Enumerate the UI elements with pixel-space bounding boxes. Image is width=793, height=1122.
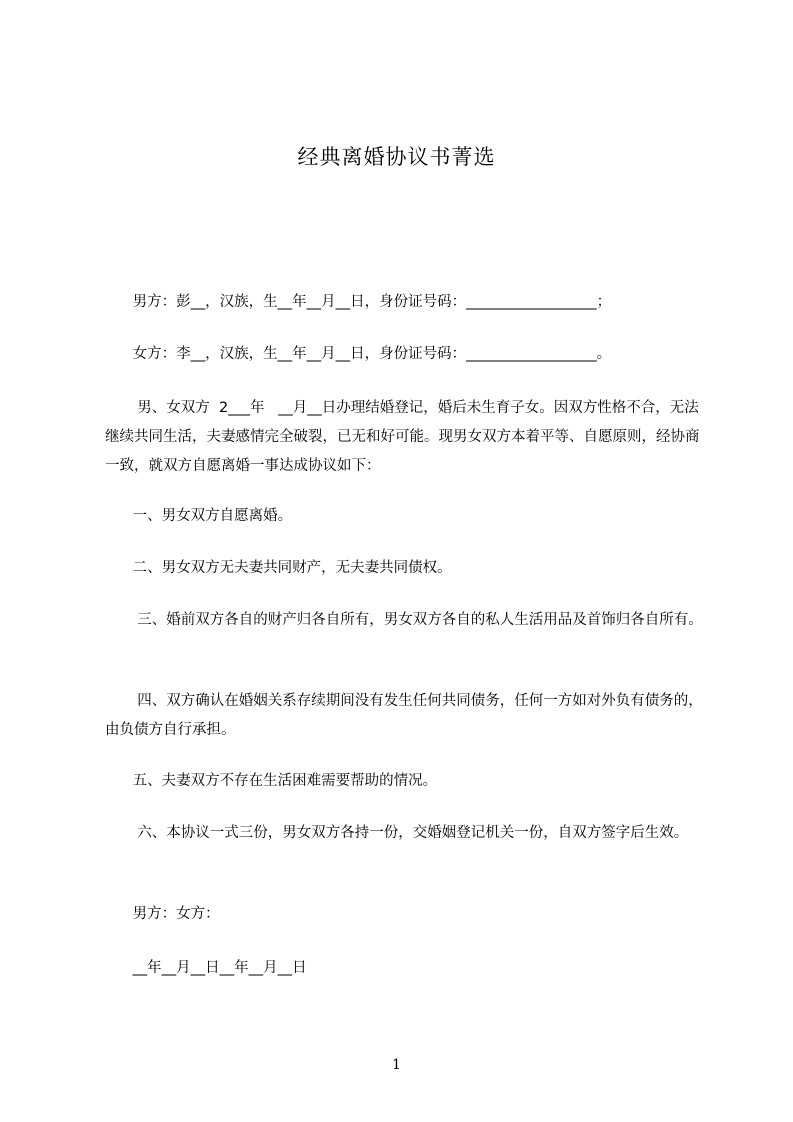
male-party-info: 男方：彭__，汉族，生__年__月__日，身份证号码：__________________； [105, 294, 612, 310]
clause-3: 三、婚前双方各自的财产归各自所有，男女双方各自的私人生活用品及首饰归各自所有。 [105, 612, 703, 628]
clause-6: 六、本协议一式三份，男女双方各持一份，交婚姻登记机关一份，自双方签字后生效。 [105, 825, 689, 841]
female-party-info: 女方：李__，汉族，生__年__月__日，身份证号码：__________________。 [105, 346, 612, 362]
signature-line: 男方：女方： [105, 906, 220, 922]
page-number: 1 [392, 1057, 401, 1073]
preamble-paragraph: 男、女双方 2___年 __月__日办理结婚登记，婚后未生育子女。因双方性格不合，无法继续共同生活，夫妻感情完全破裂，已无和好可能。现男女双方本着平等、自愿原则，经协商一致，就双方自愿离婚一事达成协议如下： [105, 400, 700, 474]
clause-4: 四、双方确认在婚姻关系存续期间没有发生任何共同债务，任何一方如对外负有债务的，由负债方自行承担。 [105, 693, 703, 738]
clause-1: 一、男女双方自愿离婚。 [105, 508, 293, 524]
document-title: 经典离婚协议书菁选 [297, 145, 496, 169]
clause-5: 五、夫妻双方不存在生活困难需要帮助的情况。 [105, 773, 438, 789]
clause-2: 二、男女双方无夫妻共同财产，无夫妻共同债权。 [105, 560, 452, 576]
date-line: __年__月__日__年__月__日 [105, 960, 307, 976]
